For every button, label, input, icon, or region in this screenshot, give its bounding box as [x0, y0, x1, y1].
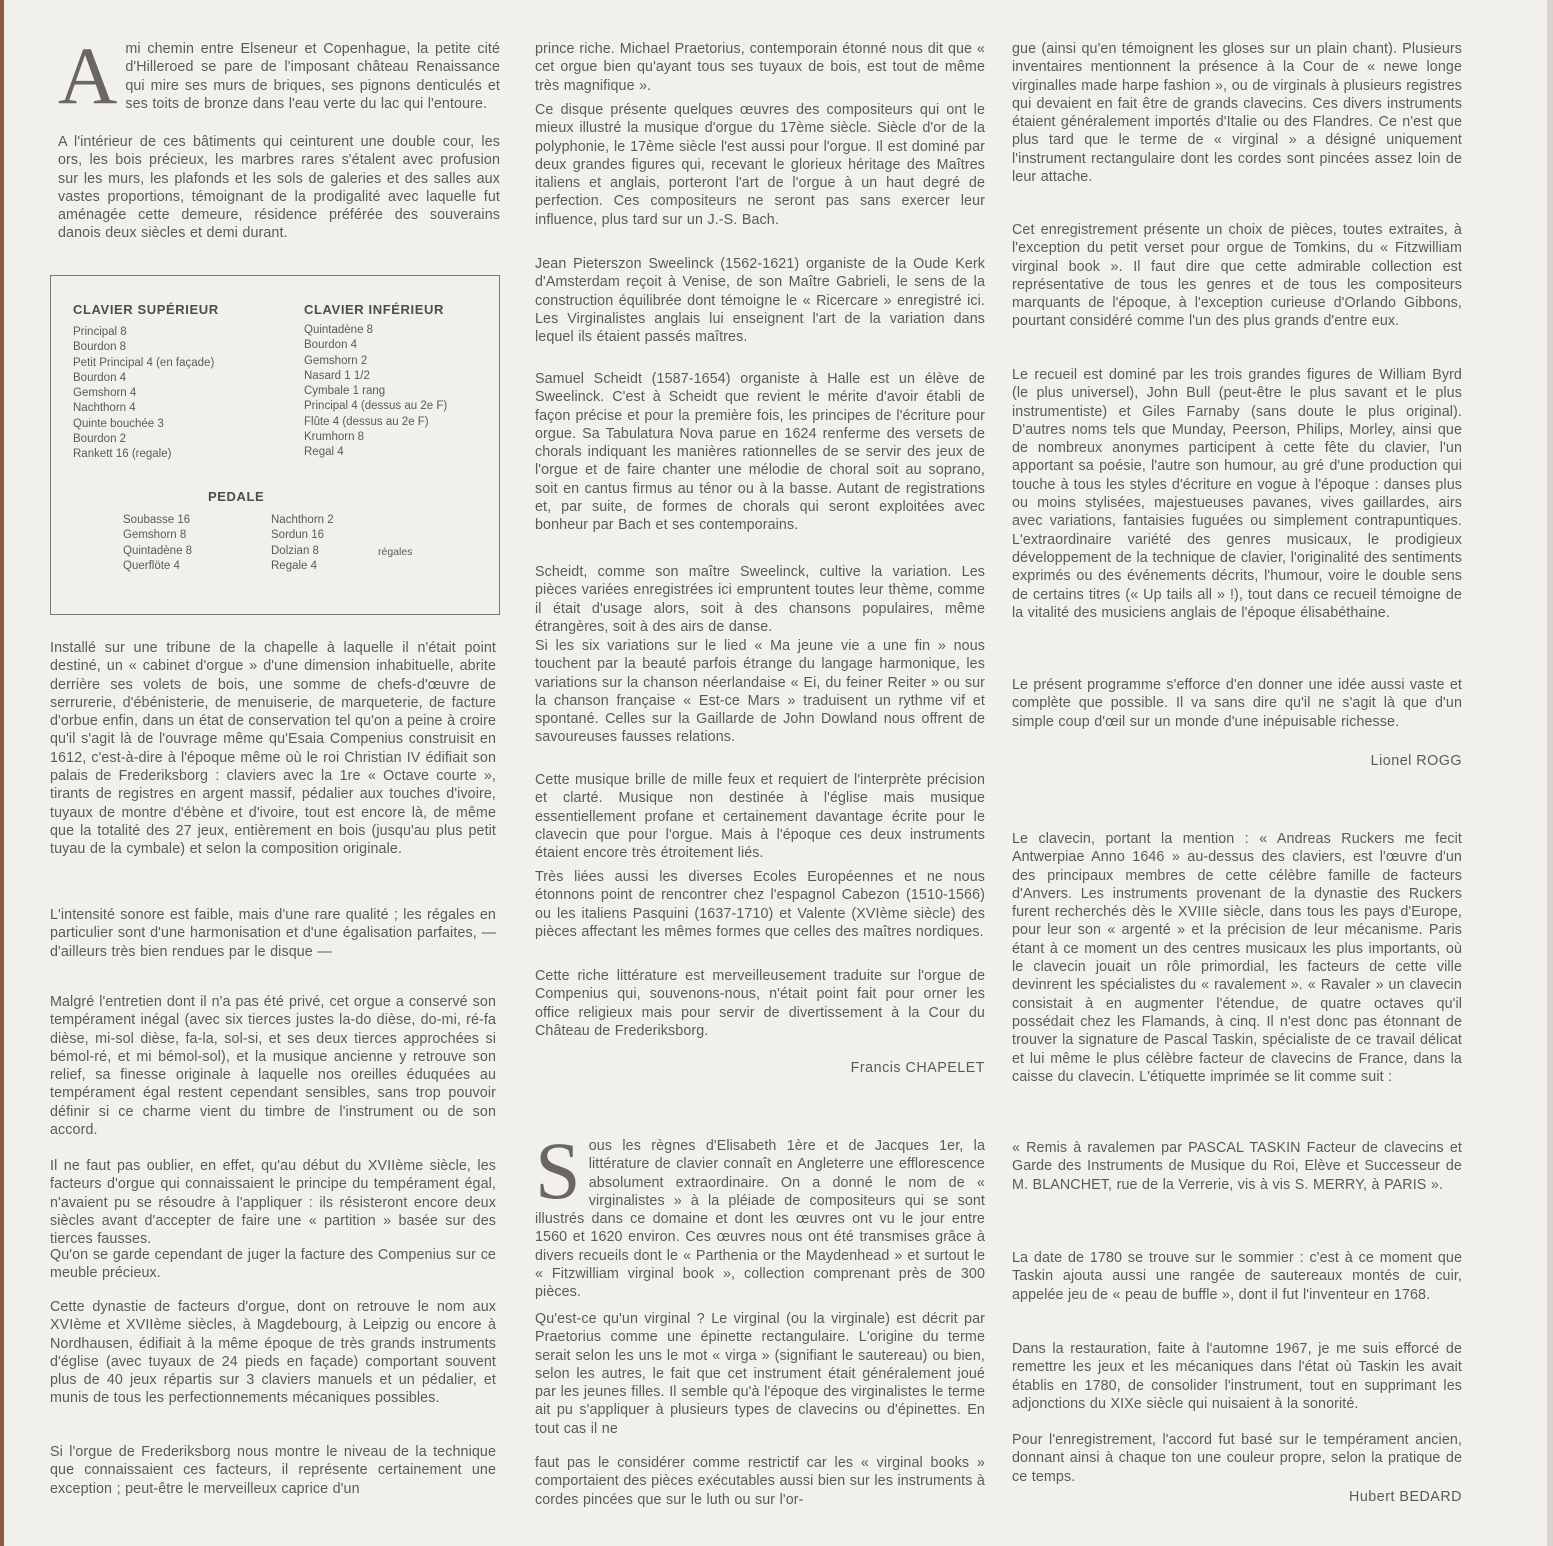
organ-stop: Gemshorn 8: [123, 529, 187, 542]
upper-manual-title: CLAVIER SUPÉRIEUR: [73, 302, 219, 317]
paragraph: Pour l'enregistrement, l'accord fut basé sur le tempérament ancien, donnant ainsi à chaque ton une couleur propre, selon la pratique de ce temps.: [1012, 1432, 1462, 1485]
organ-stop: Soubasse 16: [123, 514, 191, 526]
organ-stop: Gemshorn 4: [73, 387, 137, 400]
regales-note: régales: [378, 546, 413, 558]
paragraph: Si les six variations sur le lied « Ma jeune vie a une fin » nous touchent par la beauté parfois étrange du langage harmonique, les variations sur la chanson néerlandaise « Ei, du feiner Reiter » ou sur la chanson française « Est-ce Mars » traduisent un rythme vif et spontané. Celles sur la Gaillarde de John Dowland nous offrent de savoureuses fausses relations.: [535, 638, 985, 746]
organ-stop: Cymbale 1 rang: [304, 385, 386, 398]
organ-stop: Bourdon 4: [304, 339, 358, 352]
paragraph: Installé sur une tribune de la chapelle à laquelle il n'était point destiné, un « cabinet d'orgue » d'une dimension inhabituelle, abrite derrière ses volets de bois, une somme de chefs-d'œuvre de serrurerie, d'ébénisterie, de menuiserie, de marqueterie, de facture d'orbue enfin, dans un état de conservation tel qu'on a peine à croire qu'il s'agit là de l'ouvrage même qu'Esaia Compenius construisit en 1612, c'est-à-dire à l'époque même où le roi Christian IV édifiait son palais de Frederiksborg : claviers avec la 1re « Octave courte », tirants de registres en argent massif, pédalier aux touches d'ivoire, tuyaux de montre d'ébène et d'ivoire, tout est encore là, de même que la totalité des 27 jeux, entièrement en bois (jusqu'au plus petit tuyau de la cymbale) et selon la composition originale.: [50, 640, 496, 858]
paragraph: Ce disque présente quelques œuvres des compositeurs qui ont le mieux illustré la musique d'orgue du 17ème siècle. Siècle d'or de la polyphonie, le 17ème siècle l'est aussi pour l'orgue. Il est dominé par deux grandes figures qui, recevant le glorieux héritage des Maîtres italiens et anglais, porteront l'art de l'orgue à un haut degré de perfection. Ces compositeurs ne seront pas sans exercer leur influence, plus tard sur un J.-S. Bach.: [535, 102, 985, 228]
page-edge: [0, 0, 4, 1546]
organ-stop: Nasard 1 1/2: [304, 369, 370, 382]
lower-manual-title: CLAVIER INFÉRIEUR: [304, 302, 444, 317]
virginalists-intro-paragraph: Sous les règnes d'Elisabeth 1ère et de Jacques 1er, la littérature de clavier connaît en Angleterre une efflorescence absolument extraordinaire. On a donné le nom de « virginalistes » à la pléiade de compositeurs qui se sont illustrés dans ce domaine et dont les œuvres ont vu le jour entre 1560 et 1620 environ. Ces œuvres nous ont été transmises grâce à divers recueils dont le « Parthenia or the Maydenhead » et surtout le « Fitzwilliam virginal book », collection comprenant près de 300 pièces.: [535, 1125, 985, 1301]
organ-stop: Gemshorn 2: [304, 354, 368, 367]
paragraph: Samuel Scheidt (1587-1654) organiste à Halle est un élève de Sweelinck. C'est à Scheidt que revient le mérite d'avoir établi de façon précise et pour la première fois, les principes de l'écriture pour orgue. Sa Tabulatura Nova parue en 1624 renferme des versets de chorals indiquant les manières rationnelles de se servir des jeux de l'orgue et de faire chanter une mélodie de choral soit au soprano, soit en cantus firmus au ténor ou à la basse. Autant de registrations et, par suite, de formes de chorals qui seront exploitées avec bonheur par Bach et ses contemporains.: [535, 371, 985, 534]
paragraph: Très liées aussi les diverses Ecoles Européennes et ne nous étonnons point de rencontrer chez l'espagnol Cabezon (1510-1566) ou les italiens Pasquini (1637-1710) et Valente (XVIème siècle) des pièces affectant les mêmes formes que celles des maîtres nordiques.: [535, 869, 985, 940]
intro-paragraph: Ami chemin entre Elseneur et Copenhague, la petite cité d'Hilleroed se pare de l'imposant château Renaissance qui mire ses murs de briques, ses pignons denticulés et ses toits de bronze dans l'eau verte du lac qui l'entoure.: [58, 30, 500, 121]
paragraph: Il ne faut pas oublier, en effet, qu'au début du XVIIème siècle, les facteurs d'orgue qui connaissaient le principe du tempérament égal, n'avaient pu se résoudre à l'appliquer : ils résisteront encore deux siècles avant d'accepter de faire une « partition » basée sur des tierces fausses.: [50, 1158, 496, 1248]
organ-stop: Quinte bouchée 3: [73, 417, 164, 430]
upper-manual-stops: [73, 325, 214, 463]
paragraph: prince riche. Michael Praetorius, contemporain étonné nous dit que « cet orgue bien qu'ayant tous ses tuyaux de bois, est tout de même très magnifique ».: [535, 41, 985, 94]
lower-manual-stops: [304, 323, 447, 461]
organ-stop: Principal 4 (dessus au 2e F): [304, 400, 448, 413]
organ-stop: Sordun 16: [271, 529, 325, 542]
paragraph: Le recueil est dominé par les trois grandes figures de William Byrd (le plus universel), John Bull (peut-être le plus savant et le plus instrumentiste) et Giles Farnaby (sans doute le plus original). D'autres noms tels que Munday, Peerson, Philips, Morley, ainsi que de nombreux anonymes participent à cette fête du clavier, l'un apportant sa poésie, l'autre son humour, au gré d'une production qui touche à tous les styles d'écriture en vogue à l'époque : danses plus ou moins stylisées, majestueuses pavanes, vives gaillardes, airs avec variations, fantaisies fuguées ou simplement contrapuntiques. L'extraordinaire variété des genres musicaux, le prodigieux développement de la technique de clavier, l'originalité des sentiments exprimés ou des événements décrits, l'humour, voire le double sens de certains titres (« Up tails all » !), tout dans ce recueil témoigne de la vitalité des musiciens anglais de l'époque élisabéthaine.: [1012, 367, 1462, 621]
organ-stop: Krumhorn 8: [304, 431, 365, 444]
paragraph: Cette riche littérature est merveilleusement traduite sur l'orgue de Compenius qui, souvenons-nous, n'était point fait pour orner les office religieux mais pour servir de divertissement à la Cour du Château de Frederiksborg.: [535, 968, 985, 1039]
organ-registers-box: [50, 275, 500, 615]
paragraph: Qu'on se garde cependant de juger la facture des Compenius sur ce meuble précieux.: [50, 1247, 496, 1282]
signature-rogg: Lionel ROGG: [1370, 753, 1462, 769]
taskin-label-quote: « Remis à ravalemen par PASCAL TASKIN Facteur de clavecins et Garde des Instruments de Musique du Roi, Elève et Successeur de M. BLANCHET, rue de la Verrerie, vis à vis S. MERRY, à PARIS ».: [1012, 1140, 1462, 1193]
pedal-stops-left: [123, 513, 192, 574]
organ-stop: Nachthorn 2: [271, 514, 334, 526]
paragraph: A l'intérieur de ces bâtiments qui ceinturent une double cour, les ors, les bois précieux, les marbres rares s'étalent avec profusion sur les murs, les plafonds et les sols de galeries et des salles aux vastes proportions, témoignant de la prodigalité avec laquelle fut aménagée cette demeure, résidence préférée des souverains danois deux siècles et demi durant.: [58, 134, 500, 242]
paragraph: Le présent programme s'efforce d'en donner une idée aussi vaste et complète que possible. Il va sans dire qu'il ne s'agit là que d'un simple coup d'œil sur un monde d'une inépuisable richesse.: [1012, 677, 1462, 730]
organ-stop: Nachthorn 4: [73, 402, 136, 415]
organ-stop: Bourdon 2: [73, 433, 127, 446]
paragraph: Si l'orgue de Frederiksborg nous montre le niveau de la technique que connaissaient ces facteurs, il représente certainement une exception ; peut-être le merveilleux caprice d'un: [50, 1444, 496, 1497]
pedal-title: PEDALE: [208, 489, 265, 504]
organ-stop: Bourdon 4: [73, 371, 127, 384]
organ-stop: Principal 8: [73, 326, 127, 338]
signature-chapelet: Francis CHAPELET: [850, 1060, 985, 1076]
organ-stop: Regal 4: [304, 446, 344, 459]
paragraph: Dans la restauration, faite à l'automne 1967, je me suis efforcé de remettre les jeux et les mécaniques dans l'état où Taskin les avait établis en 1780, de consolider l'instrument, tout en supprimant les adjonctions du XIXe siècle qui nuisaient à la sonorité.: [1012, 1341, 1462, 1412]
paragraph: gue (ainsi qu'en témoignent les gloses sur un plain chant). Plusieurs inventaires mentionnent la présence à la Cour de « newe longe virginalles made harpe fashion », ou de virginals à plusieurs registres qui devaient en fait être de grands clavecins. Ces divers instruments étaient généralement importés d'Italie ou des Flandres. Ce n'est que plus tard que le terme de « virginal » a désigné uniquement l'instrument rectangulaire dont les cordes sont pincées assez loin de leur attache.: [1012, 41, 1462, 186]
dropcap-s: S: [535, 1125, 581, 1216]
organ-stop: Petit Principal 4 (en façade): [73, 356, 215, 369]
paragraph: Le clavecin, portant la mention : « Andreas Ruckers me fecit Antwerpiae Anno 1646 » au-dessus des claviers, est l'œuvre d'un des principaux membres de cette célèbre famille de facteurs d'Anvers. Les instruments provenant de la dynastie des Ruckers furent recherchés dès le XVIIIe siècle, dans tous les pays d'Europe, pour leur son « argenté » et la précision de leur mécanisme. Paris étant à ce moment un des centres musicaux les plus importants, où le clavecin jouait un rôle primordial, les facteurs de cette ville devinrent les spécialistes du « ravalement ». « Ravaler » un clavecin consistait à en augmenter l'étendue, de quatre octaves qu'il possédait chez les Flamands, à cinq. Il n'est donc pas étonnant de trouver la signature de Pascal Taskin, spécialiste de ce travail délicat et lui même le plus célèbre facteur de clavecins de France, dans la caisse du clavecin. L'étiquette imprimée se lit comme suit :: [1012, 831, 1462, 1085]
organ-stop: Rankett 16 (regale): [73, 448, 172, 461]
paragraph: La date de 1780 se trouve sur le sommier : c'est à ce moment que Taskin ajouta aussi une rangée de sautereaux montés de cuir, appelée jeu de « peau de buffle », dont il fut l'inventeur en 1768.: [1012, 1250, 1462, 1303]
organ-stop: Quintadène 8: [304, 324, 374, 336]
paragraph: Jean Pieterszon Sweelinck (1562-1621) organiste de la Oude Kerk d'Amsterdam reçoit à Venise, de son Maître Gabrieli, le sens de la construction équilibrée dont témoigne le « Ricercare » enregistré ici. Les Virginalistes anglais lui enseignent l'art de la variation dans lequel ils étaient passés maîtres.: [535, 256, 985, 346]
paragraph: Cette musique brille de mille feux et requiert de l'interprète précision et clarté. Musique non destinée à l'église mais musique essentiellement profane et certainement davantage écrite pour le clavecin que pour l'orgue. Mais à l'époque ces deux instruments étaient encore très étroitement liés.: [535, 772, 985, 862]
paragraph: Malgré l'entretien dont il n'a pas été privé, cet orgue a conservé son tempérament inégal (avec six tierces justes la-do dièse, do-mi, ré-fa dièse, mi-sol dièse, fa-la, sol-si, et ses deux tierces approchées si bémol-ré, et mi bémol-sol), et la musique ancienne y retrouve son relief, sa finesse originale à laquelle nos oreilles éduquées au tempérament égal restent cependant sensibles, sans trop pouvoir définir si ce charme vient du timbre de l'instrument ou de son accord.: [50, 994, 496, 1139]
organ-stop: Querflöte 4: [123, 559, 180, 572]
paragraph: Scheidt, comme son maître Sweelinck, cultive la variation. Les pièces variées enregistrées ici empruntent toutes leur thème, comme il était d'usage alors, soit à des chansons populaires, même étrangères, soit à des airs de danse.: [535, 564, 985, 635]
paragraph: faut pas le considérer comme restrictif car les « virginal books » comportaient des pièces exécutables aussi bien sur les instruments à cordes pincées que sur le luth ou sur l'or-: [535, 1455, 985, 1508]
pedal-stops-right: [271, 513, 334, 574]
organ-stop: Dolzian 8: [271, 544, 319, 557]
organ-stop: Quintadène 8: [123, 544, 193, 557]
page-edge-right: [1547, 0, 1553, 1546]
organ-stop: Regale 4: [271, 559, 318, 572]
dropcap-a: A: [58, 30, 118, 121]
paragraph: Cette dynastie de facteurs d'orgue, dont on retrouve le nom aux XVIème et XVIIème siècles, à Magdebourg, à Leipzig ou encore à Nordhausen, édifiait à la même époque de très grands instruments d'église (avec tuyaux de 24 pieds en façade) comportant souvent plus de 40 jeux répartis sur 3 claviers manuels et un pédalier, et munis de tous les perfectionnements mécaniques possibles.: [50, 1299, 496, 1407]
signature-bedard: Hubert BEDARD: [1349, 1489, 1462, 1505]
paragraph: Qu'est-ce qu'un virginal ? Le virginal (ou la virginale) est décrit par Praetorius comme une épinette rectangulaire. L'origine du terme serait selon les uns le mot « virga » (signifiant le sautereau) ou bien, selon les autres, le fait que cet instrument était généralement joué par les jeunes filles. Il semble qu'à l'époque des virginalistes le terme ait pu s'appliquer à plusieurs types de clavecins ou d'épinettes. En tout cas il ne: [535, 1311, 985, 1437]
paragraph: Cet enregistrement présente un choix de pièces, toutes extraites, à l'exception du petit verset pour orgue de Tomkins, du « Fitzwilliam virginal book ». Il faut dire que cette admirable collection est représentative de tous les genres et de tous les compositeurs marquants de l'époque, à l'exception curieuse d'Orlando Gibbons, pourtant considéré comme l'un des plus grands d'entre eux.: [1012, 222, 1462, 330]
paragraph: L'intensité sonore est faible, mais d'une rare qualité ; les régales en particulier sont d'une harmonisation et d'une égalisation parfaites, — d'ailleurs très bien rendues par le disque —: [50, 907, 496, 960]
organ-stop: Bourdon 8: [73, 341, 127, 354]
organ-stop: Flûte 4 (dessus au 2e F): [304, 415, 429, 428]
